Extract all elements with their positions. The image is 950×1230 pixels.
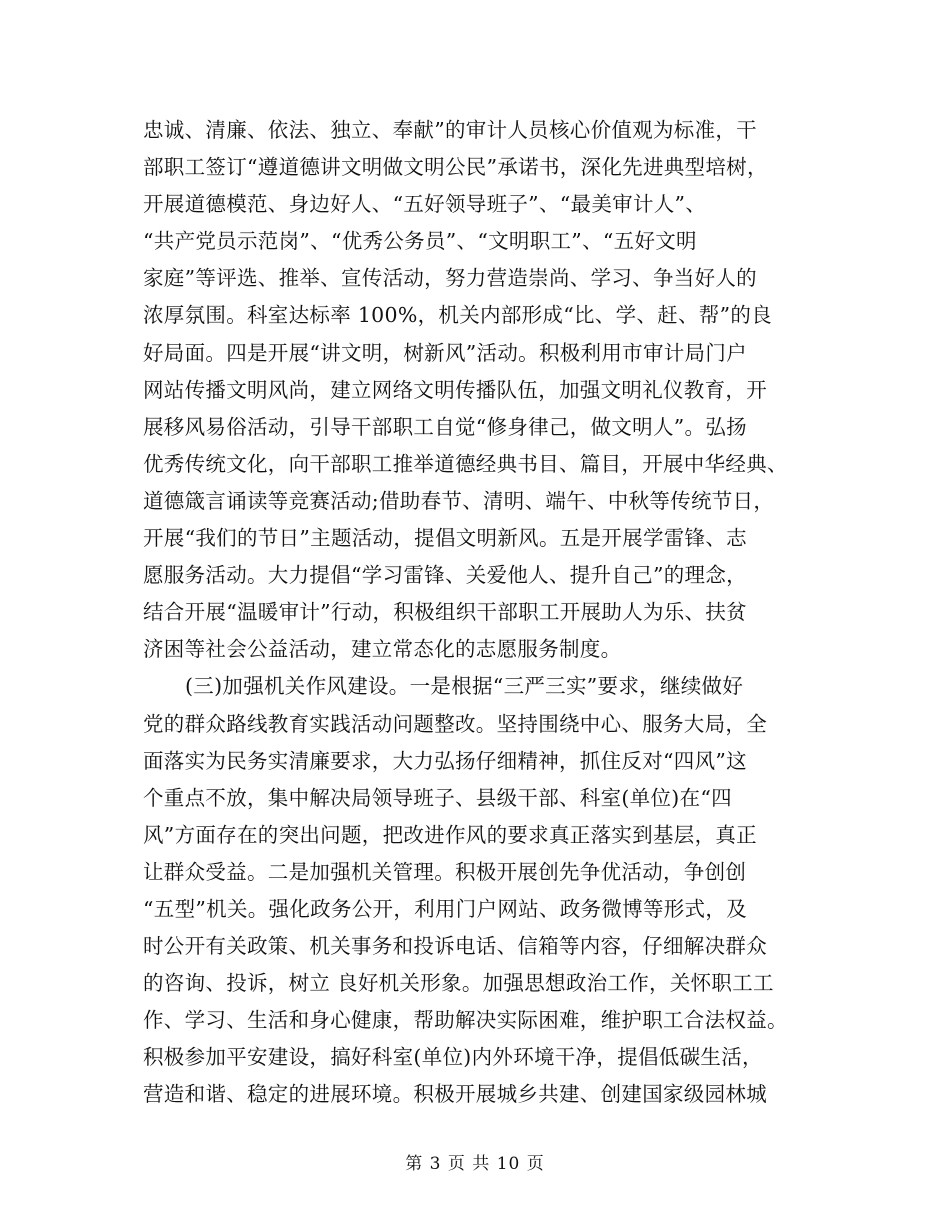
body-text (143, 112, 813, 1114)
text-line: 个重点不放，集中解决局领导班子、县级干部、科室(单位)在“四 (143, 785, 732, 810)
text-line: 好局面。四是开展“讲文明，树新风”活动。积极利用市审计局门户 (143, 340, 747, 365)
text-line: 部职工签订“遵道德讲文明做文明公民”承诺书，深化先进典型培树， (143, 155, 768, 180)
text-line: 作、学习、生活和身心健康，帮助解决实际困难，维护职工合法权益。 (143, 1008, 788, 1033)
text-line: 的咨询、投诉，树立 良好机关形象。加强思想政治工作，关怀职工工 (143, 971, 774, 996)
text-line: “共产党员示范岗”、“优秀公务员”、“文明职工”、“五好文明 (143, 229, 697, 254)
text-line: 愿服务活动。大力提倡“学习雷锋、关爱他人、提升自己”的理念， (143, 563, 747, 588)
text-line: 面落实为民务实清廉要求，大力弘扬仔细精神，抓住反对“四风”这 (143, 748, 747, 773)
text-line: 家庭”等评选、推举、宣传活动，努力营造崇尚、学习、争当好人的 (143, 266, 757, 291)
text-line: 忠诚、清廉、依法、独立、奉献”的审计人员核心价值观为标准，干 (143, 118, 757, 142)
text-line: 浓厚氛围。科室达标率 100%，机关内部形成“比、学、赶、帮”的良 (143, 303, 772, 328)
text-line: 时公开有关政策、机关事务和投诉电话、信箱等内容，仔细解决群众 (143, 934, 767, 959)
section-heading-line: (三)加强机关作风建设。一是根据“三严三实”要求，继续做好 (185, 674, 744, 699)
text-line: 营造和谐、稳定的进展环境。积极开展城乡共建、创建国家级园林城 (143, 1082, 767, 1107)
text-line: 网站传播文明风尚，建立网络文明传播队伍，加强文明礼仪教育，开 (143, 377, 767, 402)
text-line: 优秀传统文化，向干部职工推举道德经典书目、篇目，开展中华经典、 (143, 451, 788, 476)
text-line: 开展道德模范、身边好人、“五好领导班子”、“最美审计人”、 (143, 192, 707, 217)
text-line: 道德箴言诵读等竞赛活动;借助春节、清明、端午、中秋等传统节日， (143, 488, 775, 513)
text-line: 结合开展“温暖审计”行动，积极组织干部职工开展助人为乐、扶贫 (143, 600, 747, 625)
text-line: 让群众受益。二是加强机关管理。积极开展创先争优活动，争创创 (143, 859, 747, 884)
text-line: 积极参加平安建设，搞好科室(单位)内外环境干净，提倡低碳生活， (143, 1045, 763, 1070)
text-line: 展移风易俗活动，引导干部职工自觉“修身律己，做文明人”。弘扬 (143, 414, 747, 439)
text-line: 开展“我们的节日”主题活动，提倡文明新风。五是开展学雷锋、志 (143, 526, 747, 551)
text-line: 风”方面存在的突出问题，把改进作风的要求真正落实到基层，真正 (143, 822, 757, 847)
text-line: 济困等社会公益活动，建立常态化的志愿服务制度。 (143, 637, 622, 662)
text-line: “五型”机关。强化政务公开，利用门户网站、政务微博等形式，及 (143, 896, 747, 921)
page-number-footer: 第 3 页 共 10 页 (405, 1154, 545, 1174)
text-line: 党的群众路线教育实践活动问题整改。坚持围绕中心、服务大局，全 (143, 711, 767, 736)
